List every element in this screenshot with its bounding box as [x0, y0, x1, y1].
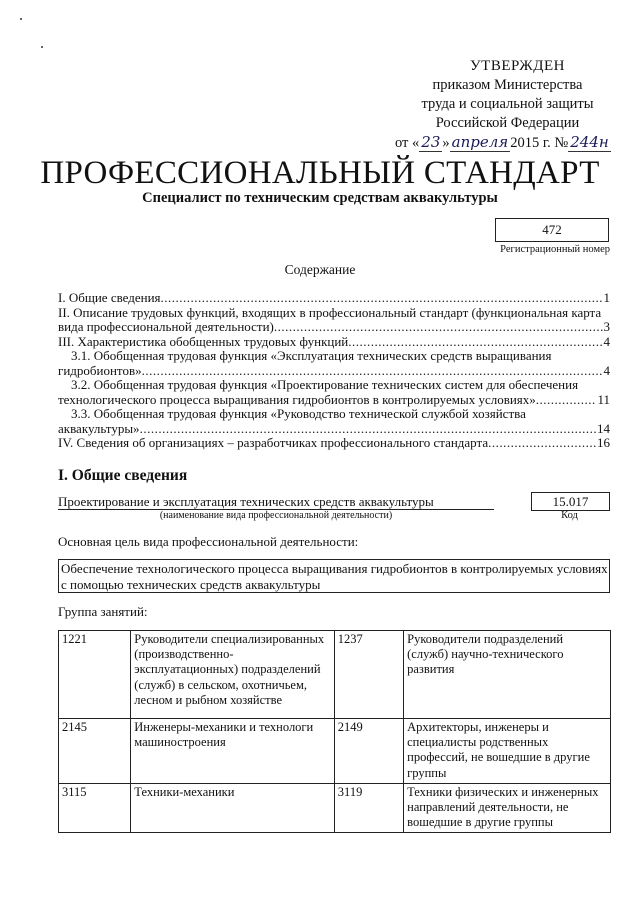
goal-text-line: Обеспечение технологического процесса выращивания гидробионтов в контролируемых условиях	[61, 561, 608, 576]
toc-item-line: 3.1. Обобщенная трудовая функция «Эксплуатация технических средств выращивания	[71, 348, 552, 363]
approval-heading: УТВЕРЖДЕН	[470, 58, 565, 74]
approval-block	[395, 57, 615, 153]
toc-item[interactable]: технологического процесса выращивания гидробионтов в контролируемых условиях» ..... 11	[58, 393, 610, 408]
group-code: 2149	[334, 719, 403, 784]
toc-item-line: 3.3. Обобщенная трудовая функция «Руководство технической службой хозяйства	[71, 406, 526, 421]
goal-label: Основная цель вида профессиональной деятельности:	[58, 534, 359, 549]
toc-item[interactable]: гидробионтов» ..... 4	[58, 364, 610, 379]
group-code: 3119	[334, 783, 403, 833]
table-row	[59, 719, 611, 784]
code-label: Код	[561, 510, 578, 521]
scan-speck	[20, 18, 22, 20]
approval-line: Российской Федерации	[435, 115, 580, 131]
toc-item[interactable]: вида профессиональной деятельности) ..... 3	[58, 320, 610, 335]
group-name: Техники-механики	[131, 783, 335, 833]
goal-text-line: с помощью технических средств аквакультуры	[61, 576, 321, 592]
approval-line: труда и социальной защиты	[421, 96, 594, 112]
activity-name: Проектирование и эксплуатация технических средств аквакультуры	[58, 494, 494, 510]
group-code: 2145	[59, 719, 131, 784]
document-subtitle: Специалист по техническим средствам аквакультуры	[142, 190, 498, 206]
table-row	[59, 783, 611, 833]
order-month: апреля	[451, 133, 509, 151]
group-code: 3115	[59, 783, 131, 833]
registration-label: Регистрационный номер	[500, 244, 610, 255]
order-prefix: от «	[395, 135, 420, 151]
order-day: 23	[421, 133, 441, 151]
group-name: Инженеры-механики и технологи машиностроения	[131, 719, 335, 784]
toc-item-line: 3.2. Обобщенная трудовая функция «Проектирование технических систем для обеспечения	[71, 377, 579, 392]
group-name: Руководители подразделений (служб) научно-технического развития	[404, 631, 611, 719]
group-code: 1237	[334, 631, 403, 719]
toc-item[interactable]: I. Общие сведения ..... 1	[58, 291, 610, 306]
activity-code: 15.017	[531, 492, 610, 511]
group-code: 1221	[59, 631, 131, 719]
table-row	[59, 631, 611, 719]
document-title: ПРОФЕССИОНАЛЬНЫЙ СТАНДАРТ	[40, 155, 600, 191]
table-of-contents	[58, 291, 610, 451]
section-heading: I. Общие сведения	[58, 467, 188, 484]
order-mid: »	[442, 135, 450, 151]
group-name: Техники физических и инженерных направлений деятельности, не вошедшие в другие группы	[404, 783, 611, 833]
approval-line: приказом Министерства	[432, 77, 583, 93]
toc-item[interactable]: аквакультуры» ..... 14	[58, 422, 610, 437]
group-name: Руководители специализированных (производственно-эксплуатационных) подразделений (служб) в сельском, охотничьем, лесном и рыбном хозяйстве	[131, 631, 335, 719]
order-year: 2015 г. №	[510, 135, 569, 151]
activity-note: (наименование вида профессиональной деятельности)	[159, 510, 393, 521]
registration-number: 472	[495, 218, 609, 242]
scan-speck	[41, 46, 43, 48]
occupation-groups-table	[58, 630, 611, 833]
group-name: Архитекторы, инженеры и специалисты родственных профессий, не вошедшие в другие группы	[404, 719, 611, 784]
toc-item[interactable]: IV. Сведения об организациях – разработчиках профессионального стандарта ..... 16	[58, 436, 610, 451]
toc-item-line: II. Описание трудовых функций, входящих в профессиональный стандарт (функциональная карта	[58, 304, 602, 320]
order-number: 244н	[570, 133, 609, 151]
toc-item[interactable]: III. Характеристика обобщенных трудовых функций ..... 4	[58, 335, 610, 350]
group-label: Группа занятий:	[58, 604, 148, 619]
goal-box	[58, 559, 610, 593]
contents-title: Содержание	[284, 262, 356, 277]
order-line	[395, 133, 615, 153]
